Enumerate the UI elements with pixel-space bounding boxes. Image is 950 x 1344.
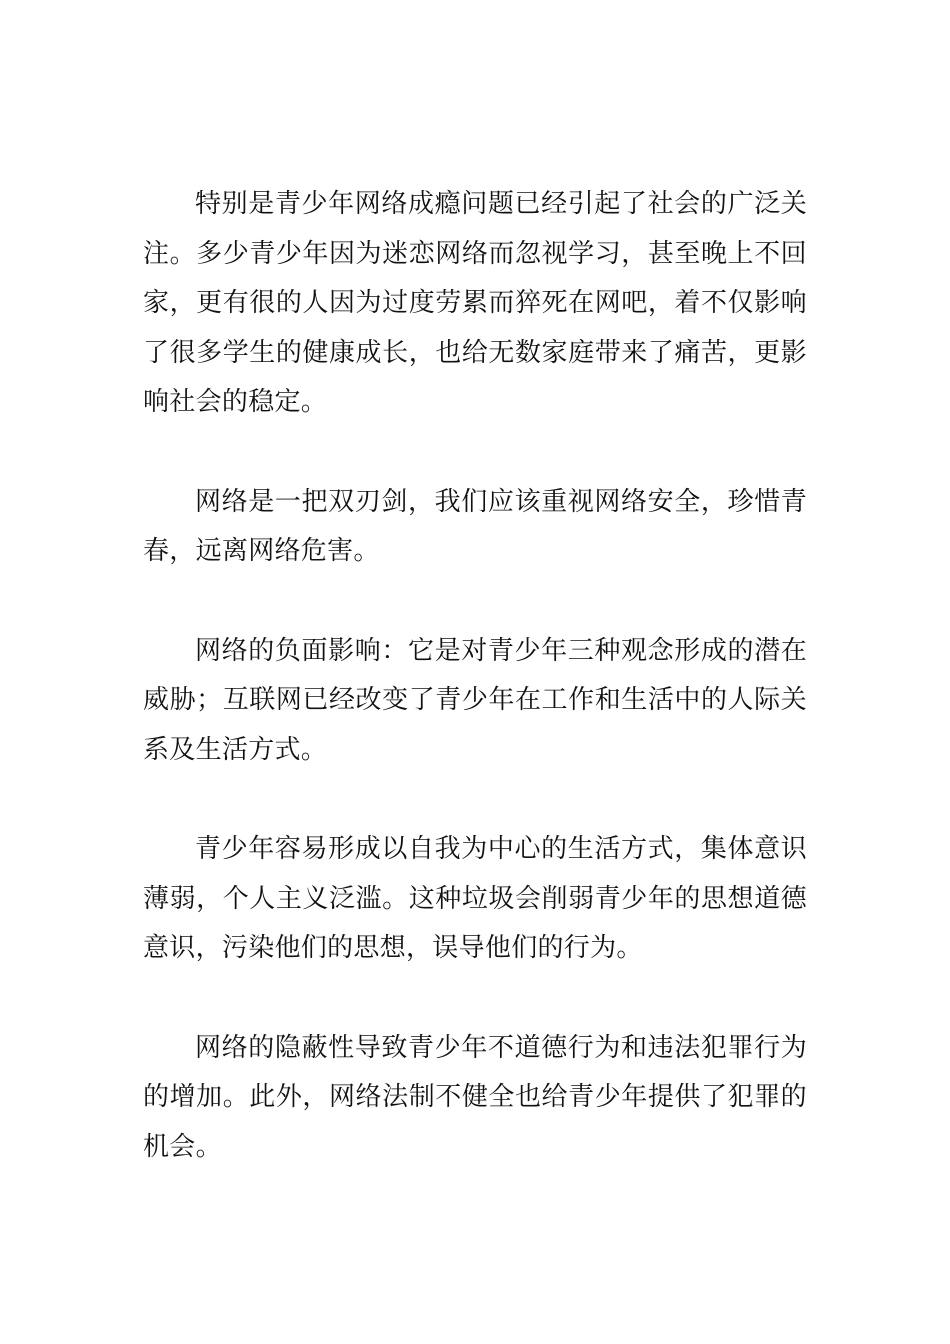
document-body xyxy=(143,180,807,1222)
paragraph-2: 网络是一把双刃剑，我们应该重视网络安全，珍惜青春，远离网络危害。 xyxy=(143,486,807,566)
paragraph-1: 特别是青少年网络成瘾问题已经引起了社会的广泛关注。多少青少年因为迷恋网络而忽视学习，甚至晚上不回家，更有很的人因为过度劳累而猝死在网吧，着不仅影响了很多学生的健康成长，也给无数家庭带来了痛苦，更影响社会的稳定。 xyxy=(143,189,807,417)
paragraph-3: 网络的负面影响：它是对青少年三种观念形成的潜在威胁；互联网已经改变了青少年在工作和生活中的人际关系及生活方式。 xyxy=(143,635,807,765)
paragraph-5: 网络的隐蔽性导致青少年不道德行为和违法犯罪行为的增加。此外，网络法制不健全也给青少年提供了犯罪的机会。 xyxy=(143,1032,807,1162)
paragraph-4: 青少年容易形成以自我为中心的生活方式，集体意识薄弱，个人主义泛滥。这种垃圾会削弱青少年的思想道德意识，污染他们的思想，误导他们的行为。 xyxy=(143,834,807,963)
